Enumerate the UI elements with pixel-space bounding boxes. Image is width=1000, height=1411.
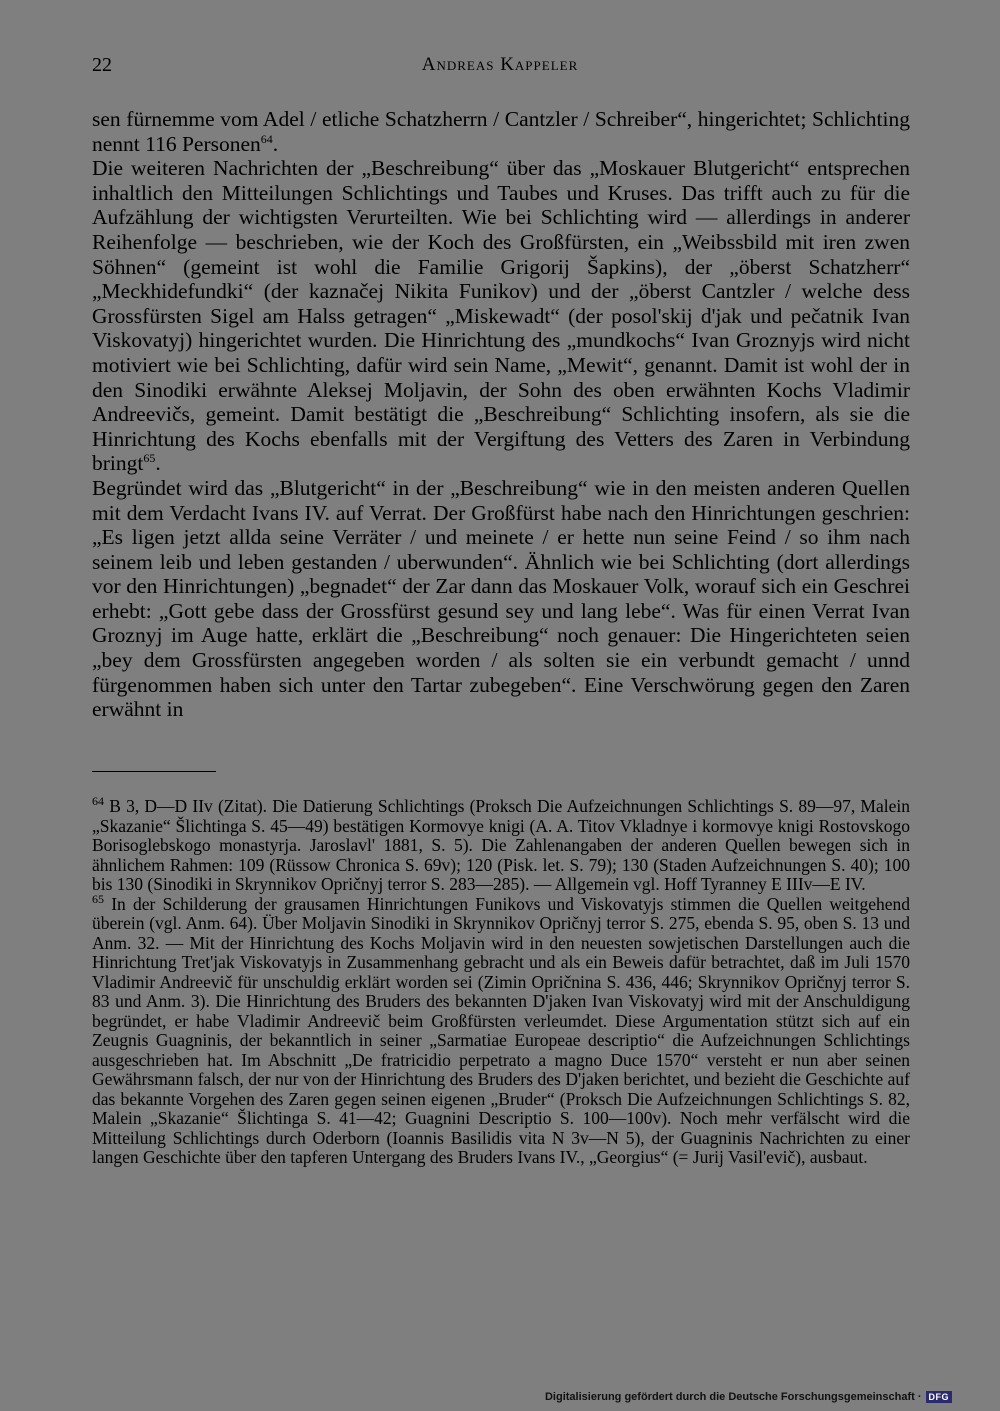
footnote-number: 64 <box>92 794 104 809</box>
paragraph: Die weiteren Nachrichten der „Beschreibung“ über das „Moskauer Blutgericht“ entsprechen inhaltlich den Mitteilungen Schlichtings und Taubes und Kruses. Das trifft auch zu für die Aufzählung der wichtigsten Verurteilten. Wie bei Schlichting wird — allerdings in anderer Reihenfolge — beschrieben, wie der Koch des Großfürsten, ein „Weibssbild mit iren zwen Söhnen“ (gemeint ist wohl die Familie Grigorij Šapkins), der „öberst Schatzherr“ „Meckhidefundki“ (der kaznačej Nikita Funikov) und der „öberst Cantzler / welche dess Grossfürsten Sigel am Halss getragen“ „Miskewadt“ (der posol'skij d'jak und pečatnik Ivan Viskovatyj) hingerichtet wurden. Die Hinrichtung des „mundkochs“ Ivan Groznyjs wird nicht motiviert wie bei Schlichting, dafür wird sein Name, „Mewit“, genannt. Damit ist wohl der in den Sinodiki erwähnte Aleksej Moljavin, der Sohn des oben erwähnten Kochs Vladimir Andreevičs, gemeint. Damit bestätigt die „Beschreibung“ Schlichting insofern, als sie die Hinrichtung des Kochs ebenfalls mit der Vergiftung des Vetters des Zaren in Verbindung bringt$^{65}$. <box>92 156 910 476</box>
footnote-ref: 64 <box>260 131 273 146</box>
paragraph: Begründet wird das „Blutgericht“ in der „Beschreibung“ wie in den meisten anderen Quellen mit dem Verdacht Ivans IV. auf Verrat. Der Großfürst habe nach den Hinrichtungen geschrien: „Es ligen jetzt allda seine Verräter / und meinete / er hette nun seine Feind / so ihm nach seinem leib und leben gestanden / uberwunden“. Ähnlich wie bei Schlichting (dort allerdings vor den Hinrichtungen) „begnadet“ der Zar dann das Moskauer Volk, worauf sich ein Geschrei erhebt: „Gott gebe dass der Grossfürst gesund sey und lang lebe“. Was für einen Verrat Ivan Groznyj im Auge hatte, erklärt die „Beschreibung“ noch genauer: Die Hingerichteten seien „bey dem Grossfürsten angegeben worden / als solten sie ein verbundt gemacht / unnd fürgenommen haben sich unter den Tartar zubegeben“. Eine Verschwörung gegen den Zaren erwähnt in <box>92 475 910 722</box>
footnote-rule <box>92 771 216 772</box>
footnote-text: In der Schilderung der grausamen Hinrichtungen Funikovs und Viskovatyjs stimmen die Quellen weitgehend überein (vgl. Anm. 64). Über Moljavin Sinodiki in Skrynnikov Opričnyj terror S. 275, ebenda S. 95, oben S. 13 und Anm. 32. — Mit der Hinrichtung des Kochs Moljavin wird in den neuesten sowjetischen Darstellungen auch die Hinrichtung Tret'jak Viskovatyjs in Zusammenhang gebracht und als ein Beweis dafür betrachtet, daß im Juli 1570 Vladimir Andreevič für unschuldig erklärt worden sei (Zimin Opričnina S. 436, 446; Skrynnikov Opričnyj terror S. 83 und Anm. 3). Die Hinrichtung des Bruders des bekannten D'jaken Ivan Viskovatyj wird mit der Anschuldigung begründet, er habe Vladimir Andreevič beim Großfürsten verleumdet. Diese Argumentation stützt sich auf ein Zeugnis Guagninis, der bekanntlich in seiner „Sarmatiae Europeae descriptio“ die Aufzeichnungen Schlichtings ausgeschrieben hat. Im Abschnitt „De fratricidio perpetrato a magno Duce 1570“ versteht er nun aber seinen Gewährsmann falsch, der nur von der Hinrichtung des Bruders des D'jaken berichtet, und bezieht die Geschichte auf das bekannte Vorgehen des Zaren gegen seinen eigenen „Bruder“ (Proksch Die Aufzeichnungen Schlichtings S. 82, Malein „Skazanie“ Šlichtinga S. 41—42; Guagnini Descriptio S. 100—100v). Noch mehr verfälscht wird die Mitteilung Schlichtings durch Oderborn (Ioannis Basilidis vita N 3v—N 5), der Guagninis Nachrichten zu einer langen Geschichte über den tapferen Untergang des Bruders Ivans IV., „Georgius“ (= Jurij Vasil'evič), ausbaut. <box>92 893 911 1167</box>
paragraph-text: sen fürnemme vom Adel / etliche Schatzherrn / Cantzler / Schreiber“, hingerichtet; Schlichting nennt 116 Personen <box>92 107 910 156</box>
body-text <box>92 107 910 722</box>
paragraph: sen fürnemme vom Adel / etliche Schatzherrn / Cantzler / Schreiber“, hingerichtet; Schlichting nennt 116 Personen$^{64}$. <box>92 107 910 156</box>
footnote <box>92 794 911 895</box>
page-number: 22 <box>92 54 112 76</box>
dfg-logo: DFG <box>926 1391 953 1403</box>
footnote <box>92 891 911 1168</box>
footnote-number: 65 <box>92 891 104 906</box>
running-head: Andreas Kappeler <box>421 54 579 75</box>
digitization-credit <box>545 1391 952 1403</box>
footnotes <box>92 794 911 1168</box>
credit-text: Digitalisierung gefördert durch die Deutsche Forschungsgemeinschaft · <box>544 1391 922 1403</box>
paragraph-text: Die weiteren Nachrichten der „Beschreibung“ über das „Moskauer Blutgericht“ entsprechen inhaltlich den Mitteilungen Schlichtings und Taubes und Kruses. Das trifft auch zu für die Aufzählung der wichtigsten Verurteilten. Wie bei Schlichting wird — allerdings in anderer Reihenfolge — beschrieben, wie der Koch des Großfürsten, ein „Weibssbild mit iren zwen Söhnen“ (gemeint ist wohl die Familie Grigorij Šapkins), der „öberst Schatzherr“ „Meckhidefundki“ (der kaznačej Nikita Funikov) und der „öberst Cantzler / welche dess Grossfürsten Sigel am Halss getragen“ „Miskewadt“ (der posol'skij d'jak und pečatnik Ivan Viskovatyj) hingerichtet wurden. Die Hinrichtung des „mundkochs“ Ivan Groznyjs wird nicht motiviert wie bei Schlichting, dafür wird sein Name, „Mewit“, genannt. Damit ist wohl der in den Sinodiki erwähnte Aleksej Moljavin, der Sohn des oben erwähnten Kochs Vladimir Andreevičs, gemeint. Damit bestätigt die „Beschreibung“ Schlichting insofern, als sie die Hinrichtung des Kochs ebenfalls mit der Vergiftung des Vetters des Zaren in Verbindung bringt <box>92 156 910 476</box>
footnote-text: B 3, D—D IIv (Zitat). Die Datierung Schlichtings (Proksch Die Aufzeichnungen Schlichtings S. 89—97, Malein „Skazanie“ Šlichtinga S. 45—49) bestätigen Kormovye knigi (A. A. Titov Vkladnye i kormovye knigi Rostovskogo Borisoglebskogo monastyrja. Jaroslavl' 1881, S. 5). Die Zahlenangaben der anderen Quellen bewegen sich in ähnlichem Rahmen: 109 (Rüssow Chronica S. 69v); 120 (Pisk. let. S. 79); 130 (Staden Aufzeichnungen S. 40); 100 bis 130 (Sinodiki in Skrynnikov Opričnyj terror S. 283—285). — Allgemein vgl. Hoff Tyranney E IIIv—E IV. <box>92 796 911 894</box>
footnote-ref: 65 <box>143 451 156 466</box>
